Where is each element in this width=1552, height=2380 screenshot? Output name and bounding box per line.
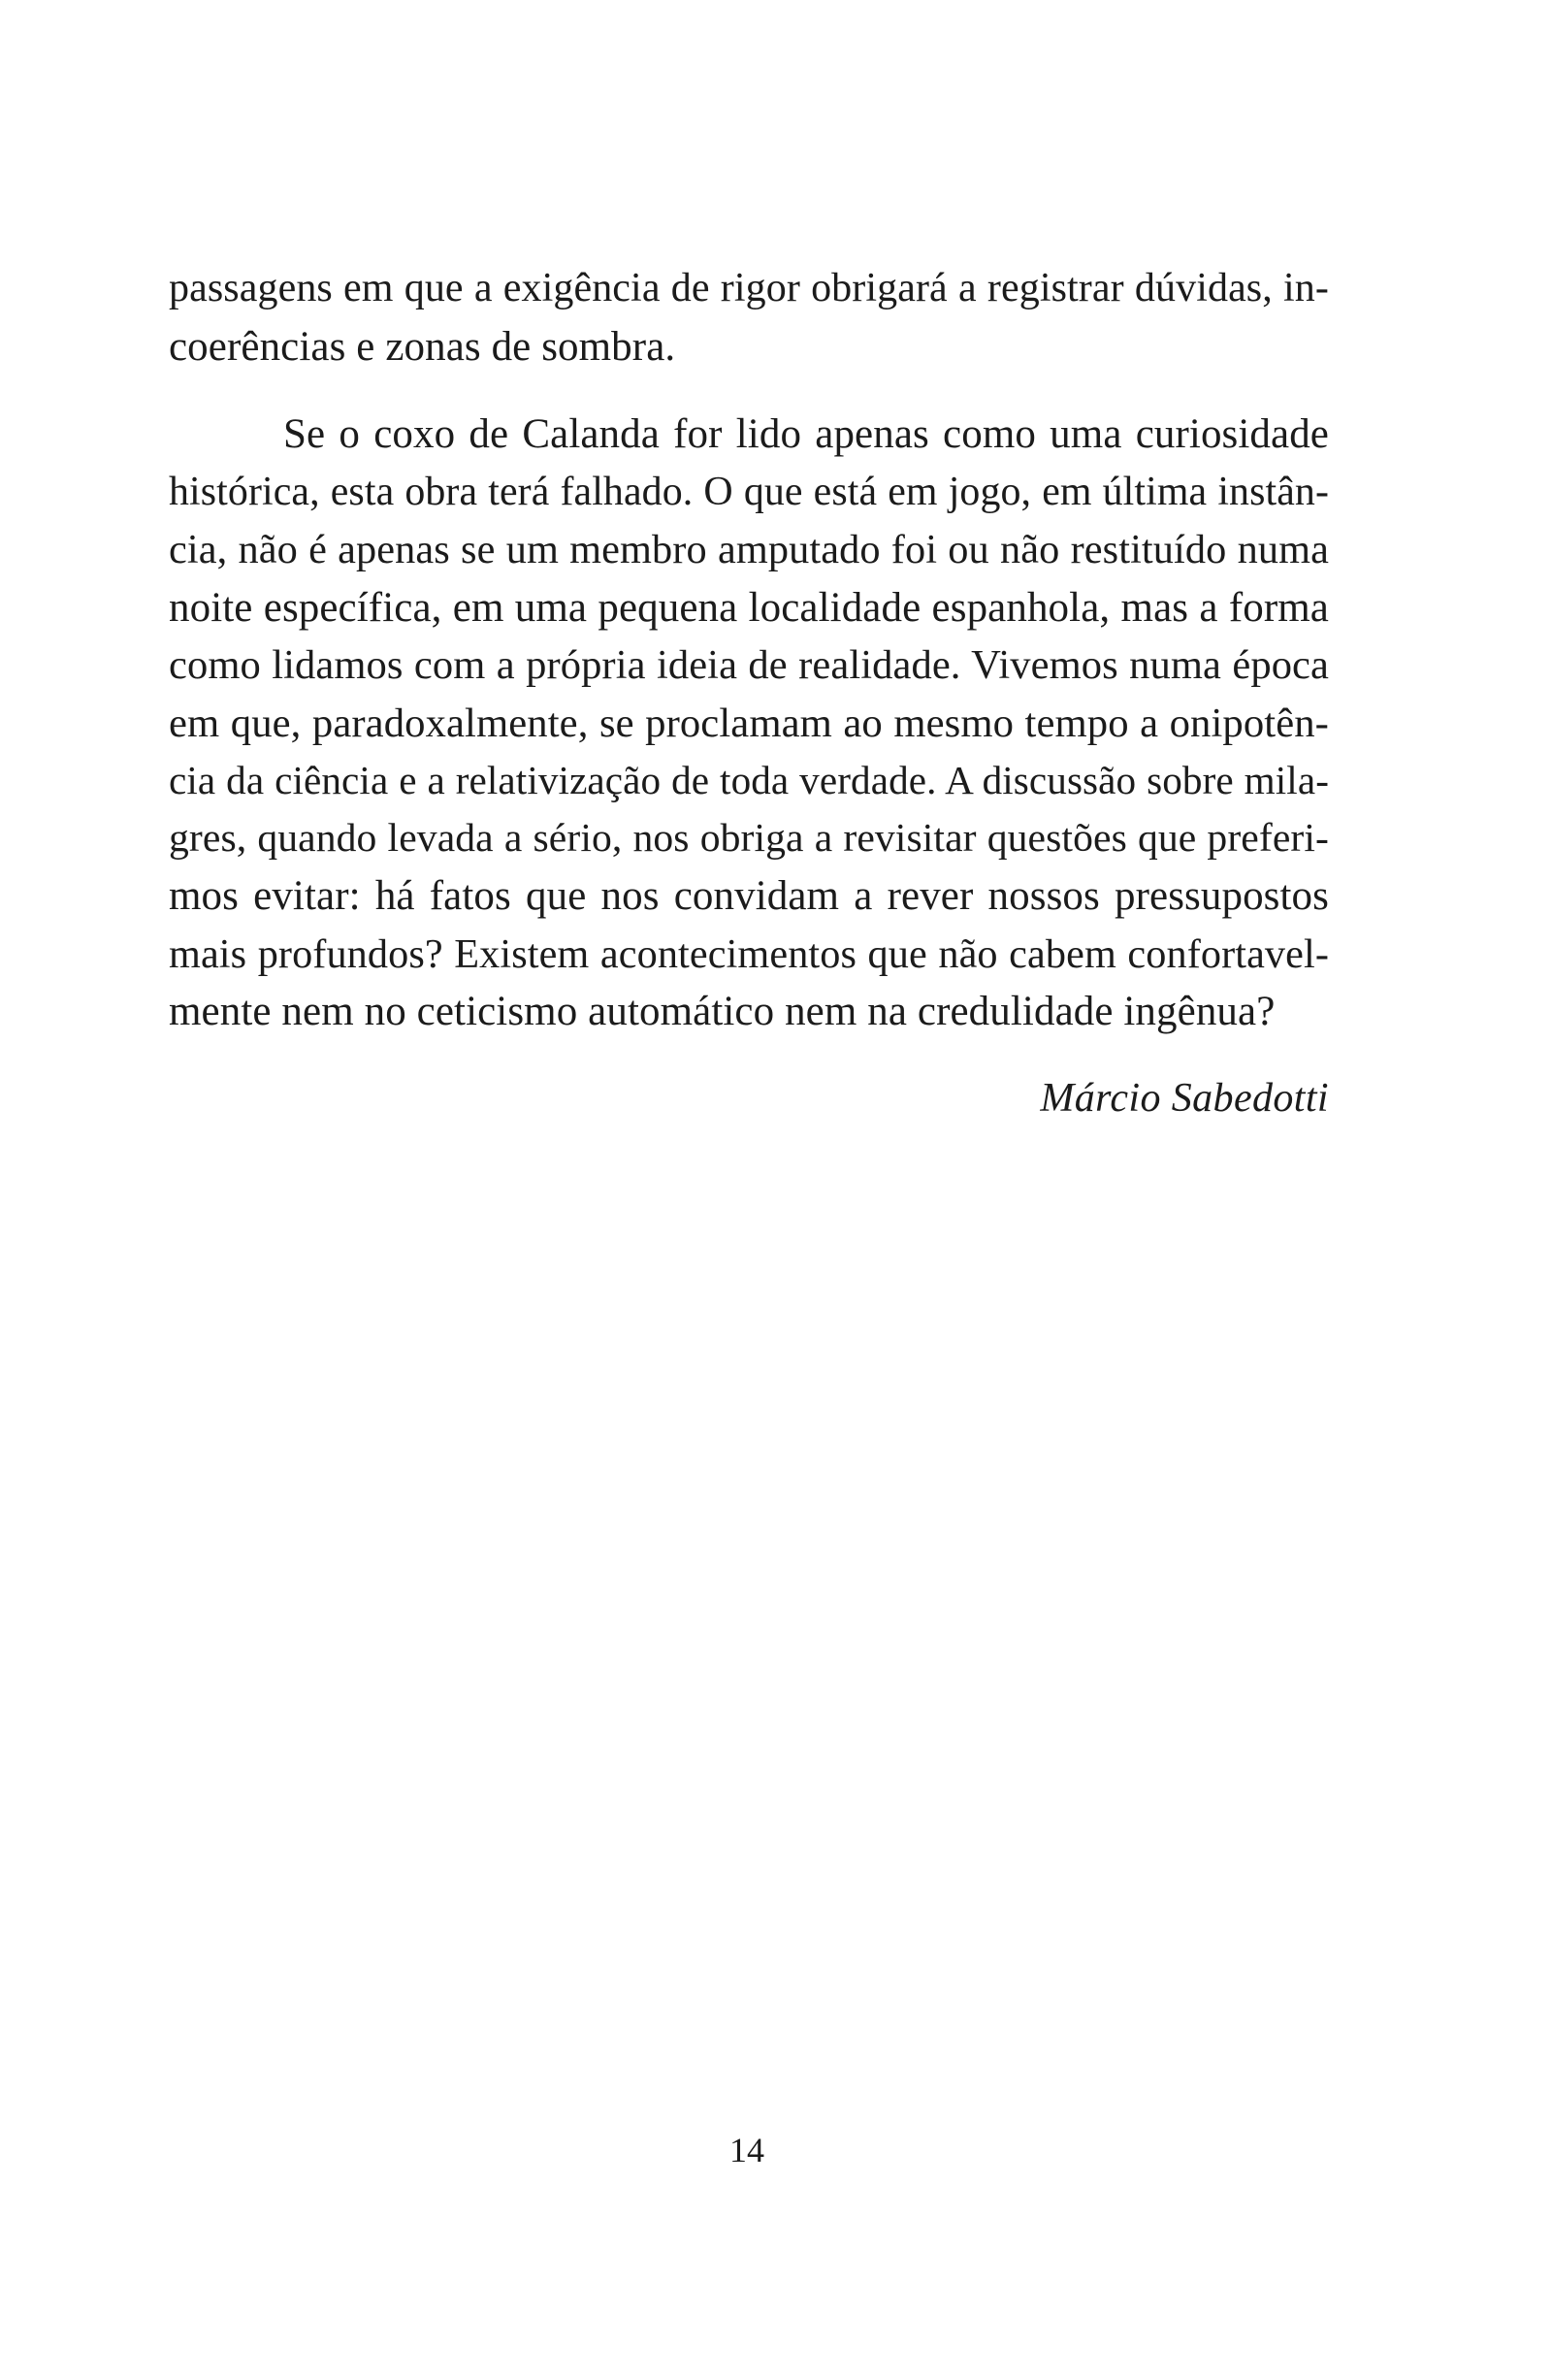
- body-text: [169, 260, 1329, 1041]
- text-line: coerências e zonas de sombra.: [169, 323, 676, 370]
- paragraph-2: [169, 406, 1329, 1041]
- text-line: passagens em que a exigência de rigor obrigará a registrar dúvidas, in-: [169, 266, 1329, 310]
- text-line: noite específica, em uma pequena localidade espanhola, mas a forma: [169, 584, 1329, 631]
- text-line: Se o coxo de Calanda for lido apenas como uma curiosidade: [283, 411, 1329, 457]
- paragraph-spacer: [169, 375, 1329, 406]
- paragraph-1: [169, 260, 1329, 375]
- text-line: cia da ciência e a relativização de toda verdade. A discussão sobre mila-: [169, 758, 1329, 802]
- text-line: cia, não é apenas se um membro amputado foi ou não restituído numa: [169, 527, 1329, 572]
- page-number: 14: [729, 2131, 764, 2169]
- text-line: mente nem no ceticismo automático nem na credulidade ingênua?: [169, 989, 1276, 1034]
- text-line: como lidamos com a própria ideia de realidade. Vivemos numa época: [169, 642, 1329, 688]
- text-line: em que, paradoxalmente, se proclamam ao mesmo tempo a onipotên-: [169, 700, 1329, 746]
- text-line: histórica, esta obra terá falhado. O que está em jogo, em última instân-: [169, 469, 1329, 514]
- text-line: mais profundos? Existem acontecimentos que não cabem confortavel-: [169, 930, 1329, 977]
- text-line: gres, quando levada a sério, nos obriga a revisitar questões que preferi-: [169, 815, 1329, 861]
- text-line: mos evitar: há fatos que nos convidam a rever nossos pressupostos: [169, 873, 1329, 919]
- author-signature: Márcio Sabedotti: [1040, 1076, 1329, 1121]
